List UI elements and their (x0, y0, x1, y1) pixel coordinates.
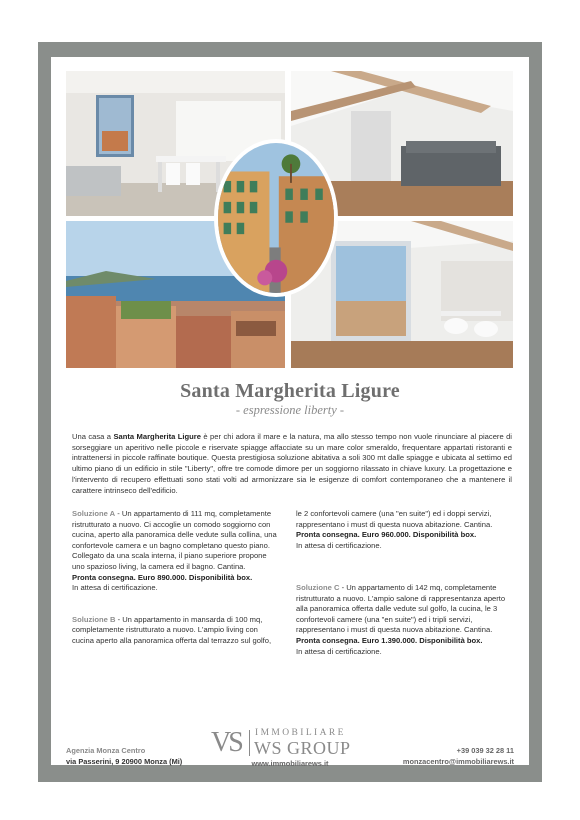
intro-paragraph (72, 432, 512, 496)
website-link[interactable]: www.immobiliarews.it (251, 759, 329, 768)
solution-b-cert: In attesa di certificazione. (296, 540, 382, 550)
company-logo (211, 727, 371, 757)
solution-a-label: Soluzione A (72, 509, 116, 518)
intro-place: Santa Margherita Ligure (113, 432, 201, 441)
email-link[interactable]: monzacentro@immobiliarews.it (402, 757, 514, 766)
solution-a-text1: - Un appartamento di 111 mq, completamente ristrutturato a nuovo. Ci accoglie un comodo soggiorno con cucina, aperto alla panoramica delle vedute sulla collina, una confortevole camera e un bagno completano questo piano. (72, 509, 277, 550)
page-subtitle: - espressione liberty - (235, 403, 345, 417)
solution-b-text1: - Un appartamento in mansarda di 100 mq, completamente ristrutturato a nuovo. L'ampio living con cucina aperto alla panoramica offerta dal terrazzo sul golfo, (72, 614, 272, 645)
solution-c-price: Pronta consegna. Euro 1.390.000. Disponibilità box. (296, 635, 483, 645)
solution-b-description (72, 615, 277, 647)
solution-b-label: Soluzione B (72, 614, 116, 624)
solution-b-price: Pronta consegna. Euro 960.000. Disponibilità box. (296, 530, 477, 540)
phone-email (403, 745, 514, 767)
page-frame (38, 42, 542, 782)
solution-a-cert: In attesa di certificazione. (72, 583, 158, 593)
solution-c-description (296, 583, 514, 636)
solution-c-label: Soluzione C (296, 582, 340, 592)
logo-monogram: VS (211, 727, 241, 758)
solution-a-description (72, 509, 277, 551)
footer (51, 717, 529, 768)
phone-number[interactable]: +39 039 32 28 11 (456, 746, 514, 755)
photo-street-circle (214, 139, 338, 297)
right-column (296, 509, 514, 657)
left-column (72, 509, 277, 647)
solution-c-cert: In attesa di certificazione. (296, 646, 382, 656)
solution-c-text1: - Un appartamento di 142 mq, completamente ristrutturato a nuovo. L'ampio salone di rappresentanza aperto alla panoramica offerta dalle vedute sul golfo, la cucina, le 3 confortevoli camere (una "en suite") ed i tripli servizi, rappresentano i must di questa nuova abitazione. Cantina. (296, 582, 506, 635)
logo-line2: WS GROUP (254, 738, 351, 758)
solution-b-text2: le 2 confortevoli camere (una "en suite") ed i doppi servizi, rappresentano i must di questa nuova abitazione. Cantina. (296, 509, 493, 529)
brochure-card (51, 57, 529, 768)
logo-divider (249, 730, 250, 756)
solution-a-text2: Collegato da una scala interna, il piano superiore propone uno spazioso living, la camera ed il bagno. Cantina. (72, 551, 267, 571)
intro-text-start: Una casa a (72, 432, 114, 441)
logo-line1: IMMOBILIARE (255, 728, 346, 738)
intro-text-rest: è per chi adora il mare e la natura, ma allo stesso tempo non vuole rinunciare al piacere di sorseggiare un aperitivo nelle piccole e riservate spiagge affacciate su un mare color smeraldo, frequentare appartati ristoranti e intrattenersi in piccole raffinate boutique. Questa prestigiosa soluzione abitativa a soli 300 mt dalle spiagge e ubicata al settimo ed ultimo piano di un edificio in stile "Liberty", offre tre comode dimore per un soggiorno rilassato in chiave luxury. La progettazione e l'intervento di recupero effettuati sono stati volti ad armonizzare sia le esigenze di comfort contemporaneo che a mantenere il carattere intrinseco dell'edificio. (72, 432, 512, 495)
page-title: Santa Margherita Ligure (180, 380, 400, 402)
agency-name: Agenzia Monza Centro (66, 746, 146, 755)
solution-a-price: Pronta consegna. Euro 890.000. Disponibilità box. (72, 572, 253, 582)
agency-address: via Passerini, 9 20900 Monza (Mi) (66, 757, 183, 766)
